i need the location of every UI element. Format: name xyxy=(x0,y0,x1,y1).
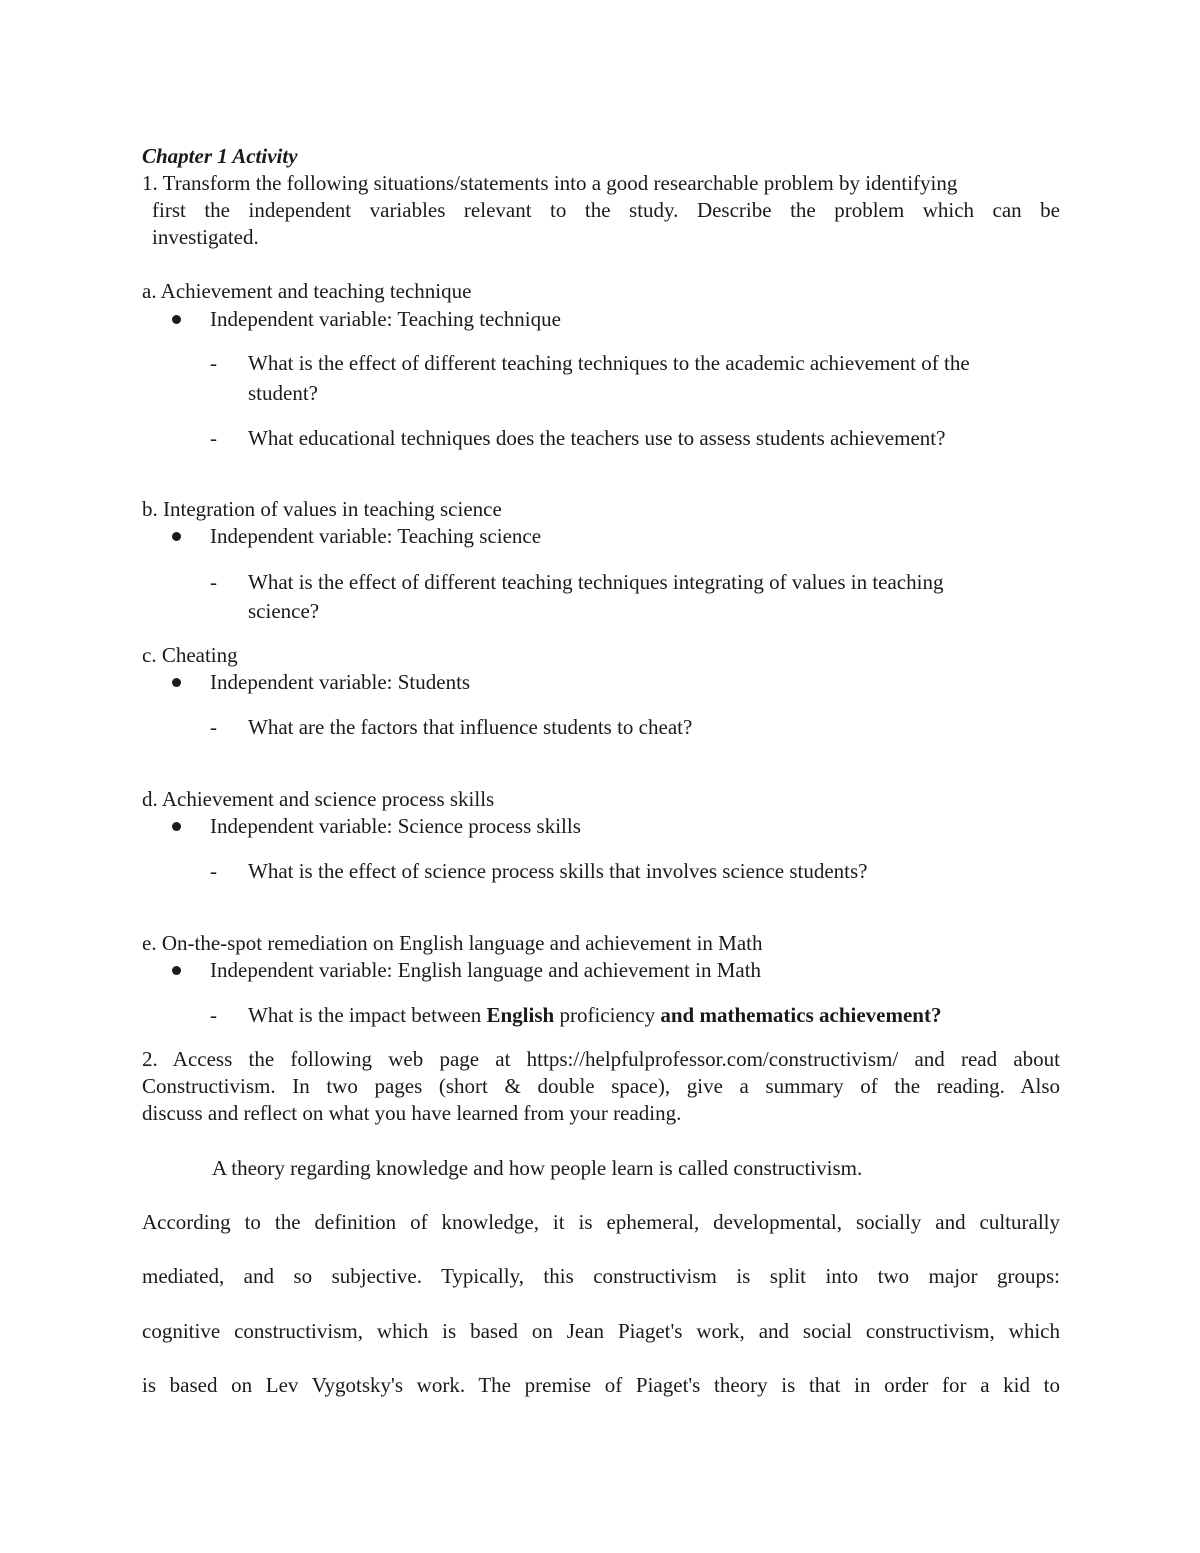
section-e-heading: e. On-the-spot remediation on English language and achievement in Math xyxy=(142,931,763,955)
essay-line-4: cognitive constructivism, which is based on Jean Piaget's work, and social constructivism, which xyxy=(142,1319,1060,1343)
question-1-line-1: 1. Transform the following situations/statements into a good researchable problem by identifying xyxy=(142,171,958,195)
question-2-line-3: discuss and reflect on what you have learned from your reading. xyxy=(142,1101,682,1125)
chapter-title: Chapter 1 Activity xyxy=(142,144,298,168)
question-1-continuation xyxy=(152,197,1060,251)
question-text-bold-2: and mathematics achievement? xyxy=(660,1003,942,1027)
question-text-line-2: science? xyxy=(248,599,320,623)
question-text-part-2: proficiency xyxy=(554,1003,661,1027)
dash-icon: - xyxy=(210,715,217,739)
bullet-icon xyxy=(172,966,181,975)
dash-icon: - xyxy=(210,426,217,450)
question-2-line-1: 2. Access the following web page at https://helpfulprofessor.com/constructivism/ and read about xyxy=(142,1047,1060,1071)
dash-icon: - xyxy=(210,1003,217,1027)
bullet-icon xyxy=(172,532,181,541)
question-text: What educational techniques does the teachers use to assess students achievement? xyxy=(248,426,946,450)
question-text xyxy=(248,1002,1060,1029)
bullet-text: Independent variable: Teaching technique xyxy=(210,307,561,331)
question-text: What are the factors that influence students to cheat? xyxy=(248,715,693,739)
question-text-part-1: What is the impact between xyxy=(248,1003,487,1027)
bullet-icon xyxy=(172,678,181,687)
essay-line-2: According to the definition of knowledge, it is ephemeral, developmental, socially and culturally xyxy=(142,1210,1060,1234)
bullet-text: Independent variable: English language and achievement in Math xyxy=(210,958,762,982)
essay-line-5: is based on Lev Vygotsky's work. The premise of Piaget's theory is that in order for a kid to xyxy=(142,1373,1060,1397)
dash-icon: - xyxy=(210,570,217,594)
question-text xyxy=(248,350,1060,407)
question-text-line-1: What is the effect of different teaching techniques to the academic achievement of the xyxy=(248,351,970,375)
section-b-heading: b. Integration of values in teaching science xyxy=(142,497,502,521)
dash-icon: - xyxy=(210,859,217,883)
bullet-icon xyxy=(172,822,181,831)
essay-line-3: mediated, and so subjective. Typically, this constructivism is split into two major groups: xyxy=(142,1264,1060,1288)
question-1-line-2: first the independent variables relevant to the study. Describe the problem which can be xyxy=(152,198,1060,222)
bullet-text: Independent variable: Teaching science xyxy=(210,524,542,548)
section-a-heading: a. Achievement and teaching technique xyxy=(142,279,472,303)
question-2-line-2: Constructivism. In two pages (short & double space), give a summary of the reading. Also xyxy=(142,1074,1060,1098)
dash-icon: - xyxy=(210,351,217,375)
question-text-line-1: What is the effect of different teaching techniques integrating of values in teaching xyxy=(248,570,944,594)
question-text-bold-1: English xyxy=(486,1003,555,1027)
bullet-icon xyxy=(172,315,181,324)
question-text-line-2: student? xyxy=(248,381,318,405)
question-1-line-3: investigated. xyxy=(152,225,259,249)
section-d-heading: d. Achievement and science process skills xyxy=(142,787,495,811)
section-c-heading: c. Cheating xyxy=(142,643,238,667)
question-text xyxy=(248,569,1060,625)
bullet-text: Independent variable: Students xyxy=(210,670,471,694)
question-2 xyxy=(142,1046,1060,1127)
bullet-text: Independent variable: Science process skills xyxy=(210,814,581,838)
essay-first-line: A theory regarding knowledge and how people learn is called constructivism. xyxy=(212,1156,863,1180)
question-text: What is the effect of science process skills that involves science students? xyxy=(248,859,868,883)
